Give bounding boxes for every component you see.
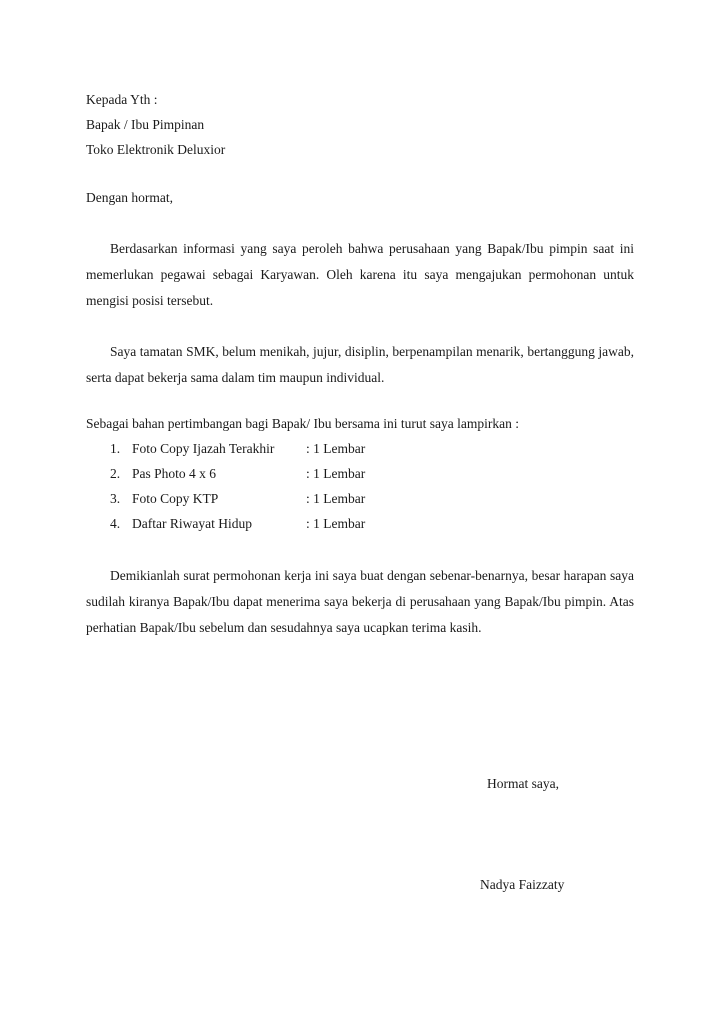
recipient-line-1: Kepada Yth : [86, 92, 158, 107]
attachment-quantity: : 1 Lembar [306, 441, 366, 456]
closing-salutation: Hormat saya, [487, 776, 559, 791]
paragraph-qualifications [86, 339, 634, 391]
attachment-number: 2. [110, 466, 121, 481]
attachment-number: 1. [110, 441, 121, 456]
attachment-item: Daftar Riwayat Hidup [132, 516, 252, 531]
attachment-quantity: : 1 Lembar [306, 491, 366, 506]
greeting: Dengan hormat, [86, 190, 173, 205]
attachment-item: Foto Copy KTP [132, 491, 219, 506]
attachments-intro: Sebagai bahan pertimbangan bagi Bapak/ Ibu bersama ini turut saya lampirkan : [86, 416, 519, 431]
paragraph-closing [86, 563, 634, 641]
recipient-line-2: Bapak / Ibu Pimpinan [86, 117, 205, 132]
attachment-item: Foto Copy Ijazah Terakhir [132, 441, 275, 456]
attachment-quantity: : 1 Lembar [306, 516, 366, 531]
attachment-quantity: : 1 Lembar [306, 466, 366, 481]
attachment-number: 3. [110, 491, 121, 506]
signer-name: Nadya Faizzaty [480, 877, 565, 892]
paragraph-application [86, 236, 634, 314]
attachment-number: 4. [110, 516, 121, 531]
attachment-item: Pas Photo 4 x 6 [132, 466, 217, 481]
paragraph-application-text: Berdasarkan informasi yang saya peroleh bahwa perusahaan yang Bapak/Ibu pimpin saat ini memerlukan pegawai sebagai Karyawan. Oleh karena itu saya mengajukan permohonan untuk mengisi posisi tersebut. [86, 241, 634, 308]
paragraph-qualifications-text: Saya tamatan SMK, belum menikah, jujur, disiplin, berpenampilan menarik, bertanggung jawab, serta dapat bekerja sama dalam tim maupun individual. [86, 344, 634, 385]
recipient-line-3: Toko Elektronik Deluxior [86, 142, 226, 157]
paragraph-closing-text: Demikianlah surat permohonan kerja ini saya buat dengan sebenar-benarnya, besar harapan saya sudilah kiranya Bapak/Ibu dapat menerima saya bekerja di perusahaan yang Bapak/Ibu pimpin. Atas perhatian Bapak/Ibu sebelum dan sesudahnya saya ucapkan terima kasih. [86, 568, 634, 635]
